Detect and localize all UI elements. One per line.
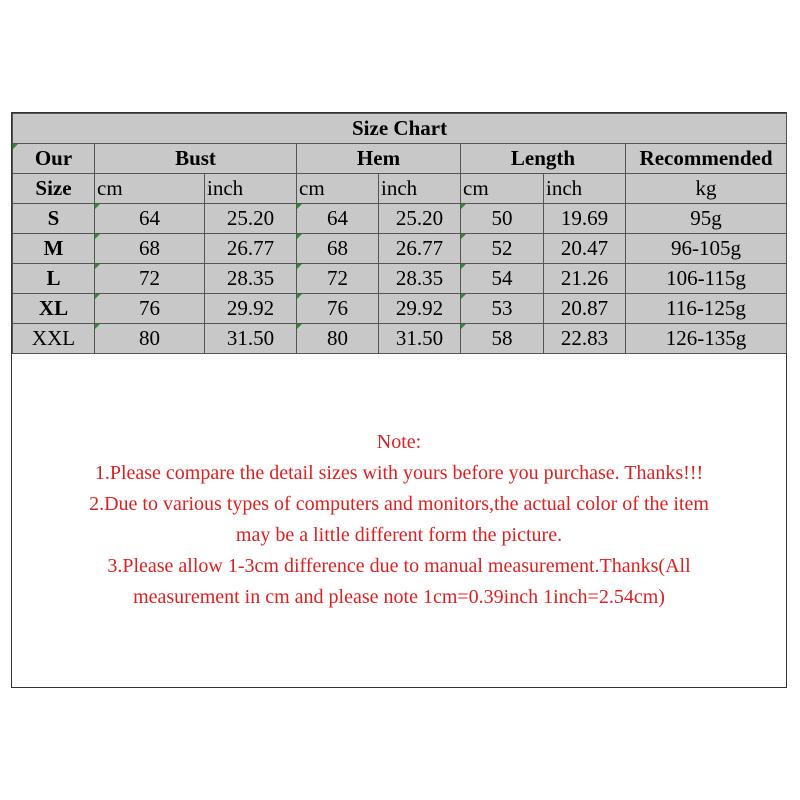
bust-cm-cell: 64: [95, 204, 205, 234]
recommended-cell: 106-115g: [626, 264, 787, 294]
header-length-cm: cm: [461, 174, 544, 204]
bust-inch-cell: 25.20: [205, 204, 297, 234]
header-our: Our: [13, 144, 95, 174]
note-line: 2.Due to various types of computers and monitors,the actual color of the item: [89, 493, 709, 515]
bust-inch-cell: 28.35: [205, 264, 297, 294]
recommended-cell: 95g: [626, 204, 787, 234]
note-line: measurement in cm and please note 1cm=0.39inch 1inch=2.54cm): [133, 586, 665, 608]
hem-cm-cell: 76: [297, 294, 379, 324]
note-line: 1.Please compare the detail sizes with yours before you purchase. Thanks!!!: [94, 462, 704, 484]
recommended-cell: 96-105g: [626, 234, 787, 264]
hem-inch-cell: 29.92: [379, 294, 461, 324]
header-recommended: Recommended: [626, 144, 787, 174]
header-row-2: [13, 174, 787, 204]
size-cell: L: [13, 264, 95, 294]
bust-inch-cell: 31.50: [205, 324, 297, 354]
length-inch-cell: 22.83: [544, 324, 626, 354]
header-rec-unit: kg: [626, 174, 787, 204]
table-title-row: [13, 114, 787, 144]
hem-inch-cell: 25.20: [379, 204, 461, 234]
bust-cm-cell: 68: [95, 234, 205, 264]
length-inch-cell: 21.26: [544, 264, 626, 294]
hem-inch-cell: 28.35: [379, 264, 461, 294]
table-row: [13, 234, 787, 264]
length-inch-cell: 20.47: [544, 234, 626, 264]
header-length: Length: [461, 144, 626, 174]
bust-cm-cell: 72: [95, 264, 205, 294]
table-row: [13, 264, 787, 294]
length-cm-cell: 54: [461, 264, 544, 294]
size-chart-frame: [11, 112, 787, 688]
bust-inch-cell: 26.77: [205, 234, 297, 264]
hem-cm-cell: 68: [297, 234, 379, 264]
recommended-cell: 126-135g: [626, 324, 787, 354]
size-cell: XXL: [13, 324, 95, 354]
hem-cm-cell: 80: [297, 324, 379, 354]
length-cm-cell: 52: [461, 234, 544, 264]
header-hem-inch: inch: [379, 174, 461, 204]
length-cm-cell: 58: [461, 324, 544, 354]
header-bust: Bust: [95, 144, 297, 174]
bust-inch-cell: 29.92: [205, 294, 297, 324]
size-cell: S: [13, 204, 95, 234]
header-bust-cm: cm: [95, 174, 205, 204]
size-chart-table: [12, 113, 787, 354]
hem-cm-cell: 64: [297, 204, 379, 234]
table-row: [13, 204, 787, 234]
bust-cm-cell: 80: [95, 324, 205, 354]
note-line: 3.Please allow 1-3cm difference due to manual measurement.Thanks(All: [107, 555, 691, 577]
size-cell: M: [13, 234, 95, 264]
hem-inch-cell: 31.50: [379, 324, 461, 354]
length-inch-cell: 20.87: [544, 294, 626, 324]
length-cm-cell: 50: [461, 204, 544, 234]
header-bust-inch: inch: [205, 174, 297, 204]
hem-cm-cell: 72: [297, 264, 379, 294]
table-row: [13, 294, 787, 324]
length-inch-cell: 19.69: [544, 204, 626, 234]
table-title: Size Chart: [13, 114, 787, 144]
header-length-inch: inch: [544, 174, 626, 204]
notes-block: [12, 427, 786, 613]
note-line: may be a little different form the picture.: [235, 524, 563, 546]
header-hem-cm: cm: [297, 174, 379, 204]
length-cm-cell: 53: [461, 294, 544, 324]
hem-inch-cell: 26.77: [379, 234, 461, 264]
header-hem: Hem: [297, 144, 461, 174]
header-row-1: [13, 144, 787, 174]
header-size: Size: [13, 174, 95, 204]
note-heading: Note:: [376, 431, 422, 453]
size-cell: XL: [13, 294, 95, 324]
recommended-cell: 116-125g: [626, 294, 787, 324]
bust-cm-cell: 76: [95, 294, 205, 324]
table-row: [13, 324, 787, 354]
